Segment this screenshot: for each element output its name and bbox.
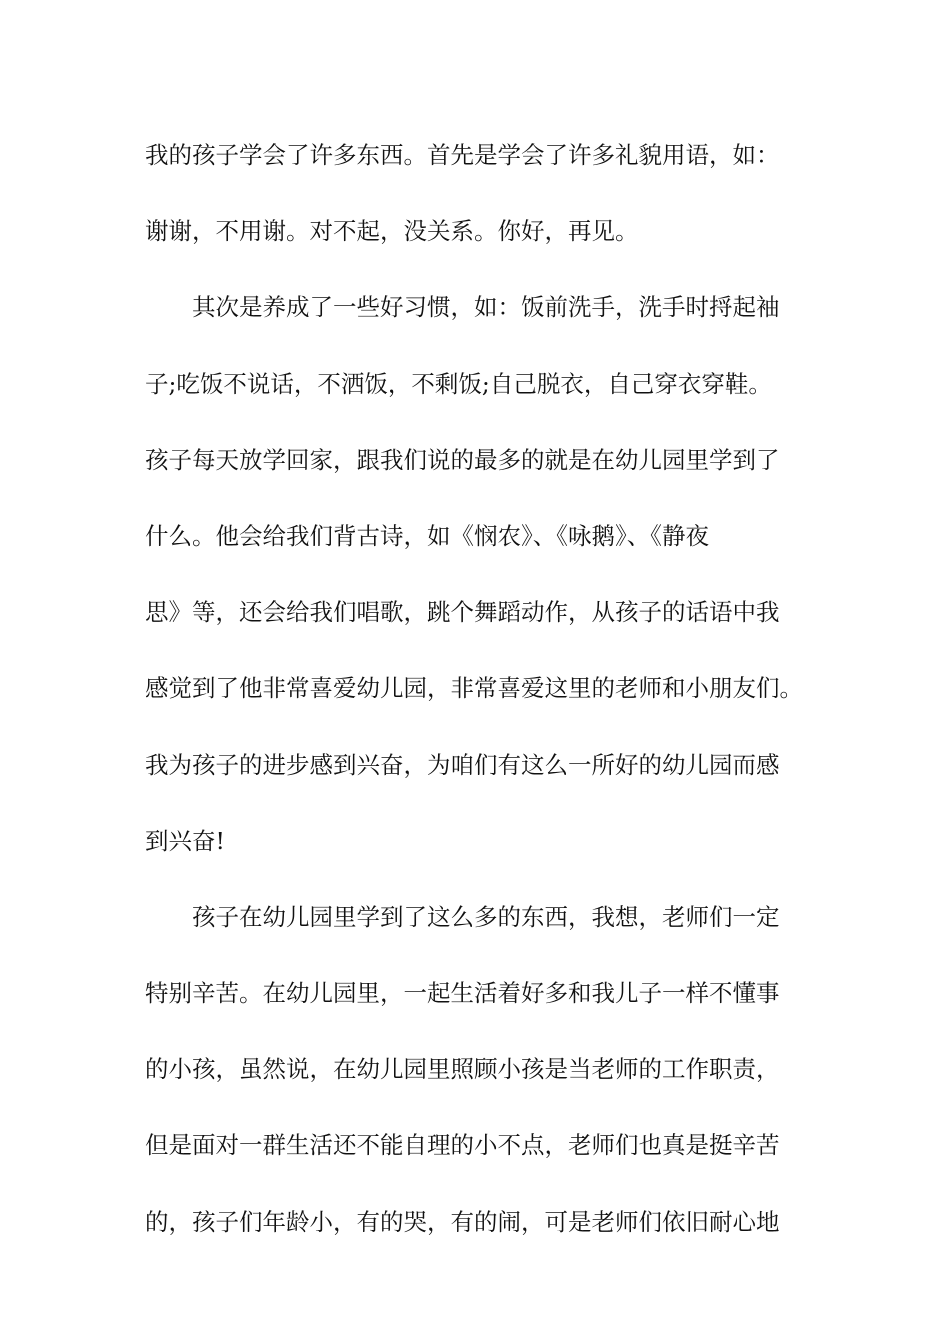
text-line-3: 其次是养成了一些好习惯，如：饭前洗手，洗手时捋起袖 bbox=[192, 293, 780, 322]
text-line-15: 的，孩子们年龄小，有的哭，有的闹，可是老师们依旧耐心地 bbox=[145, 1207, 780, 1236]
text-line-4: 子;吃饭不说话，不洒饭，不剩饭;自己脱衣，自己穿衣穿鞋。 bbox=[145, 369, 772, 398]
text-line-2: 谢谢，不用谢。对不起，没关系。你好，再见。 bbox=[145, 217, 639, 246]
body-text bbox=[145, 136, 825, 1279]
text-line-14: 但是面对一群生活还不能自理的小不点，老师们也真是挺辛苦 bbox=[145, 1131, 780, 1160]
text-line-7: 思》等，还会给我们唱歌，跳个舞蹈动作，从孩子的话语中我 bbox=[145, 598, 780, 627]
text-line-1: 我的孩子学会了许多东西。首先是学会了许多礼貌用语，如： bbox=[145, 141, 780, 169]
text-line-12: 特别辛苦。在幼儿园里，一起生活着好多和我儿子一样不懂事 bbox=[145, 979, 780, 1008]
text-line-9: 我为孩子的进步感到兴奋，为咱们有这么一所好的幼儿园而感 bbox=[145, 750, 780, 779]
text-line-10: 到兴奋! bbox=[145, 826, 225, 855]
text-line-6: 什么。他会给我们背古诗，如《悯农》、《咏鹅》、《静夜 bbox=[145, 521, 709, 550]
text-line-5: 孩子每天放学回家，跟我们说的最多的就是在幼儿园里学到了 bbox=[145, 445, 780, 474]
text-line-13: 的小孩，虽然说，在幼儿园里照顾小孩是当老师的工作职责， bbox=[145, 1055, 780, 1084]
text-line-8: 感觉到了他非常喜爱幼儿园，非常喜爱这里的老师和小朋友们。 bbox=[145, 674, 803, 703]
text-line-11: 孩子在幼儿园里学到了这么多的东西，我想，老师们一定 bbox=[192, 902, 780, 931]
